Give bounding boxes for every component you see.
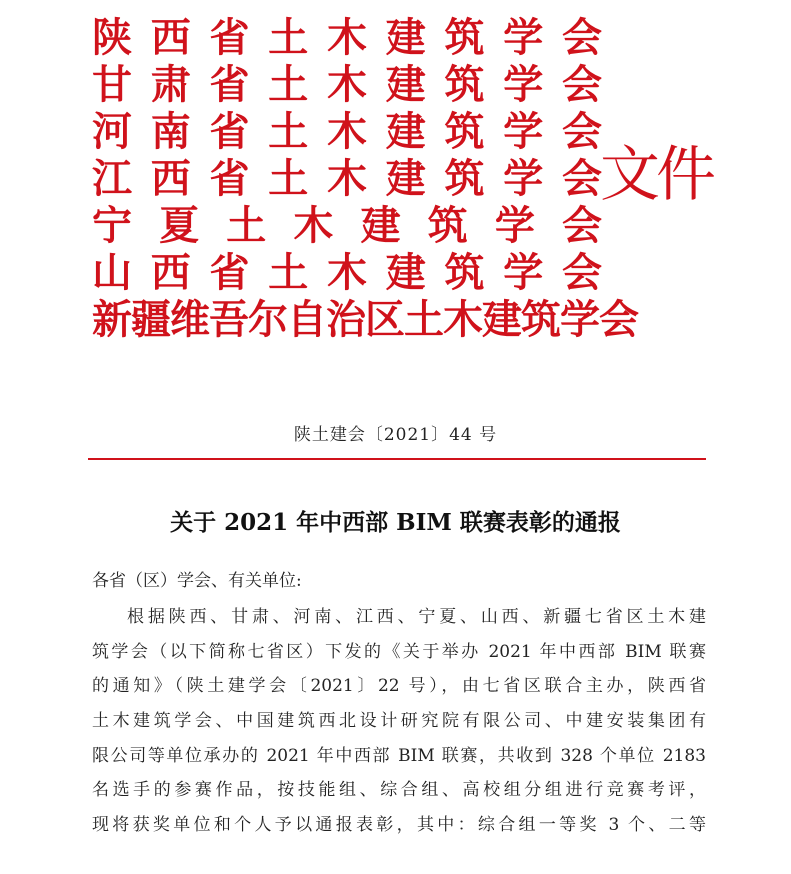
letterhead-char: 木 — [327, 108, 367, 155]
body-line: 名选手的参赛作品，按技能组、综合组、高校组分组进行竞赛考评， — [92, 780, 706, 801]
letterhead-char: 土 — [268, 14, 309, 61]
org-name-jiangxi — [92, 155, 602, 202]
org-name-xinjiang: 新疆维吾尔自治区土木建筑学会 — [92, 296, 638, 343]
letterhead-char: 学 — [503, 155, 544, 202]
letterhead-char: 南 — [150, 108, 191, 155]
letterhead-char: 学 — [503, 14, 544, 61]
letterhead-char: 会 — [562, 14, 602, 61]
org-name-ningxia — [92, 202, 602, 249]
letterhead-char: 夏 — [159, 202, 200, 249]
body-line: 土木建筑学会、中国建筑西北设计研究院有限公司、中建安装集团有 — [92, 711, 706, 732]
letterhead-char: 木 — [327, 61, 367, 108]
document-title: 关于 2021 年中西部 BIM 联赛表彰的通报 — [170, 509, 621, 536]
letterhead-char: 建 — [360, 202, 401, 249]
letterhead-char: 西 — [150, 249, 191, 296]
letterhead-char: 会 — [562, 108, 602, 155]
letterhead-char: 建 — [385, 249, 426, 296]
body-line: 限公司等单位承办的 2021 年中西部 BIM 联赛，共收到 328 个单位 2183 — [92, 745, 706, 766]
letterhead-char: 学 — [503, 249, 544, 296]
red-divider — [88, 458, 706, 460]
letterhead-char: 省 — [209, 249, 250, 296]
letterhead-char: 筑 — [444, 14, 485, 61]
body-line: 现将获奖单位和个人予以通报表彰，其中：综合组一等奖 3 个、二等 — [92, 815, 706, 836]
letterhead-char: 木 — [293, 202, 334, 249]
org-name-shaanxi — [92, 14, 602, 61]
letterhead-char: 陕 — [92, 14, 132, 61]
document-number: 陕土建会〔2021〕44 号 — [293, 425, 498, 445]
letterhead-char: 会 — [562, 249, 602, 296]
letterhead-char: 建 — [385, 61, 426, 108]
letterhead-char: 山 — [92, 249, 132, 296]
letterhead-char: 会 — [562, 61, 602, 108]
letterhead-char: 河 — [92, 108, 132, 155]
letterhead-char: 土 — [268, 61, 309, 108]
letterhead-char: 宁 — [92, 202, 132, 249]
org-name-shanxi — [92, 249, 602, 296]
letterhead-char: 筑 — [444, 108, 485, 155]
letterhead-char: 木 — [327, 155, 367, 202]
letterhead-char: 会 — [562, 155, 602, 202]
letterhead-char: 土 — [226, 202, 267, 249]
body-line: 的通知》（陕土建学会〔2021〕22 号），由七省区联合主办，陕西省 — [92, 676, 706, 697]
letterhead-char: 省 — [209, 108, 250, 155]
letterhead-char: 筑 — [444, 61, 485, 108]
body-line: 筑学会（以下简称七省区）下发的《关于举办 2021 年中西部 BIM 联赛 — [92, 641, 706, 662]
letterhead-char: 甘 — [92, 61, 132, 108]
letterhead-char: 省 — [209, 14, 250, 61]
letterhead-char: 木 — [327, 249, 367, 296]
letterhead-char: 筑 — [444, 249, 485, 296]
letterhead-char: 肃 — [150, 61, 191, 108]
letterhead-char: 建 — [385, 14, 426, 61]
red-letterhead — [92, 14, 638, 343]
org-name-gansu — [92, 61, 602, 108]
body-paragraph — [92, 600, 706, 843]
letterhead-char: 土 — [268, 108, 309, 155]
letterhead-char: 会 — [561, 202, 602, 249]
org-name-henan — [92, 108, 602, 155]
letterhead-char: 西 — [150, 14, 191, 61]
letterhead-char: 土 — [268, 155, 309, 202]
letterhead-char: 学 — [494, 202, 535, 249]
letterhead-char: 西 — [150, 155, 191, 202]
letterhead-char: 江 — [92, 155, 132, 202]
letterhead-char: 省 — [209, 61, 250, 108]
letterhead-char: 学 — [503, 108, 544, 155]
body-line: 根据陕西、甘肃、河南、江西、宁夏、山西、新疆七省区土木建 — [127, 607, 706, 627]
salutation: 各省（区）学会、有关单位: — [92, 571, 302, 591]
letterhead-char: 学 — [503, 61, 544, 108]
document-label: 文件 — [600, 140, 712, 210]
letterhead-char: 土 — [268, 249, 309, 296]
letterhead-char: 建 — [385, 108, 426, 155]
letterhead-char: 建 — [385, 155, 426, 202]
letterhead-char: 筑 — [444, 155, 485, 202]
letterhead-char: 筑 — [427, 202, 468, 249]
letterhead-char: 木 — [327, 14, 367, 61]
letterhead-char: 省 — [209, 155, 250, 202]
